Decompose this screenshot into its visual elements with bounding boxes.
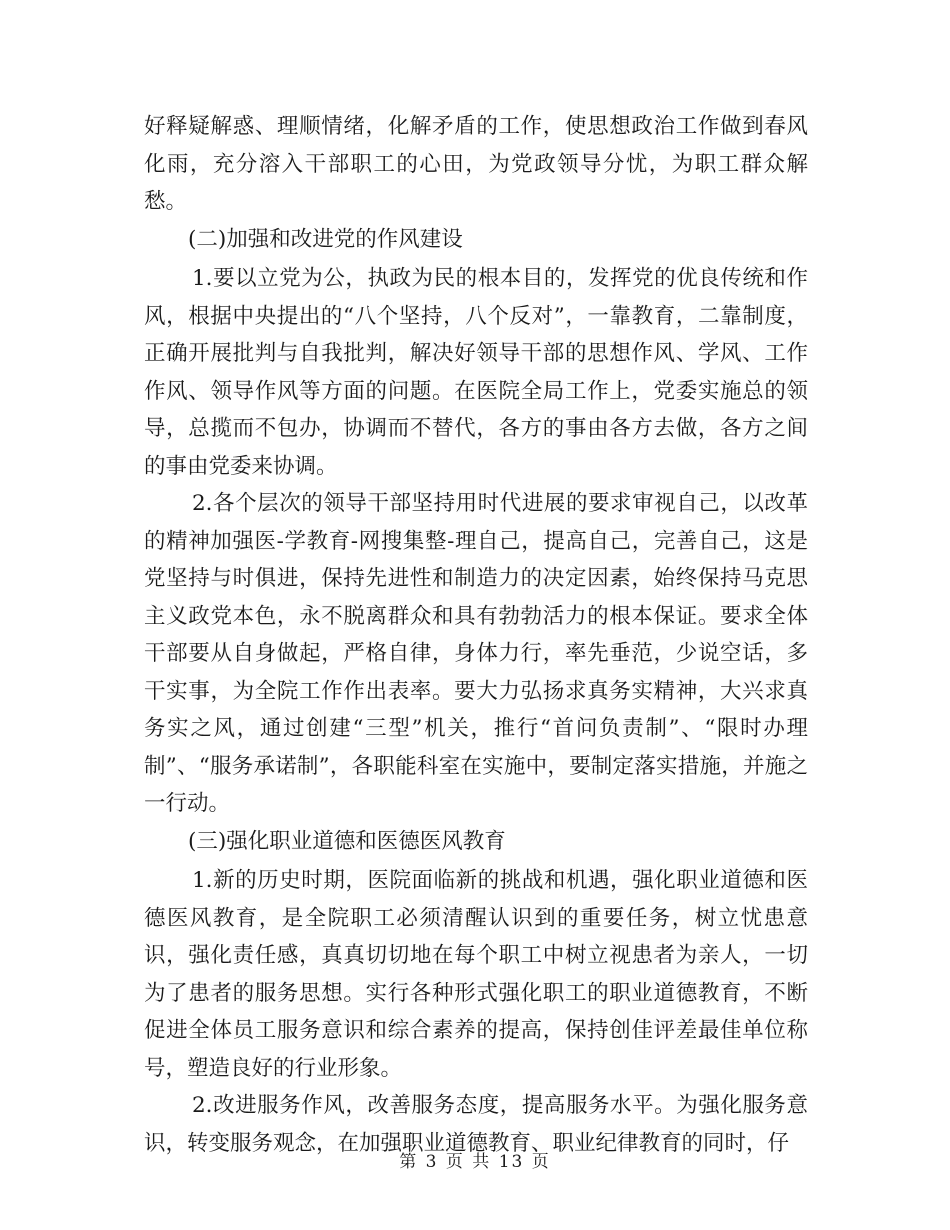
current-page-number: 3	[425, 1152, 439, 1172]
paragraph-3-2: 2.改进服务作风，改善服务态度，提高服务水平。为强化服务意识，转变服务观念，在加强职业道德教育、职业纪律教育的同时，仔	[144, 1093, 808, 1156]
page-label-prefix: 第	[399, 1152, 419, 1172]
page-label-middle: 页 共	[445, 1152, 492, 1172]
paragraph-2-2: 2.各个层次的领导干部坚持用时代进展的要求审视自己，以改革的精神加强医-学教育-网搜集整-理自己，提高自己，完善自己，这是党坚持与时俱进，保持先进性和制造力的决定因素，始终保持马克思主义政党本色，永不脱离群众和具有勃勃活力的根本保证。要求全体干部要从自身做起，严格自律，身体力行，率先垂范，少说空话，多干实事，为全院工作作出表率。要大力弘扬求真务实精神，大兴求真务实之风，通过创建“三型”机关，推行“首问负责制”、“限时办理制”、“服务承诺制”，各职能科室在实施中，要制定落实措施，并施之一行动。	[144, 491, 808, 816]
document-body	[144, 108, 808, 1162]
paragraph-2-1: 1.要以立党为公，执政为民的根本目的，发挥党的优良传统和作风，根据中央提出的“八个坚持，八个反对”，一靠教育，二靠制度，正确开展批判与自我批判，解决好领导干部的思想作风、学风、工作作风、领导作风等方面的问题。在医院全局工作上，党委实施总的领导，总揽而不包办，协调而不替代，各方的事由各方去做，各方之间的事由党委来协调。	[144, 266, 808, 479]
section-heading-2: (二)加强和改进党的作风建设	[188, 226, 463, 252]
paragraph-continuation: 好释疑解惑、理顺情绪，化解矛盾的工作，使思想政治工作做到春风化雨，充分溶入干部职工的心田，为党政领导分忧，为职工群众解愁。	[144, 114, 808, 214]
page-footer	[0, 1150, 950, 1174]
total-pages-number: 13	[498, 1152, 525, 1172]
paragraph-3-1: 1.新的历史时期，医院面临新的挑战和机遇，强化职业道德和医德医风教育，是全院职工必须清醒认识到的重要任务，树立忧患意识，强化责任感，真真切切地在每个职工中树立视患者为亲人，一切为了患者的服务思想。实行各种形式强化职工的职业道德教育，不断促进全体员工服务意识和综合素养的提高，保持创佳评差最佳单位称号，塑造良好的行业形象。	[144, 868, 808, 1081]
section-heading-3: (三)强化职业道德和医德医风教育	[188, 828, 506, 854]
page-label-suffix: 页	[531, 1152, 551, 1172]
